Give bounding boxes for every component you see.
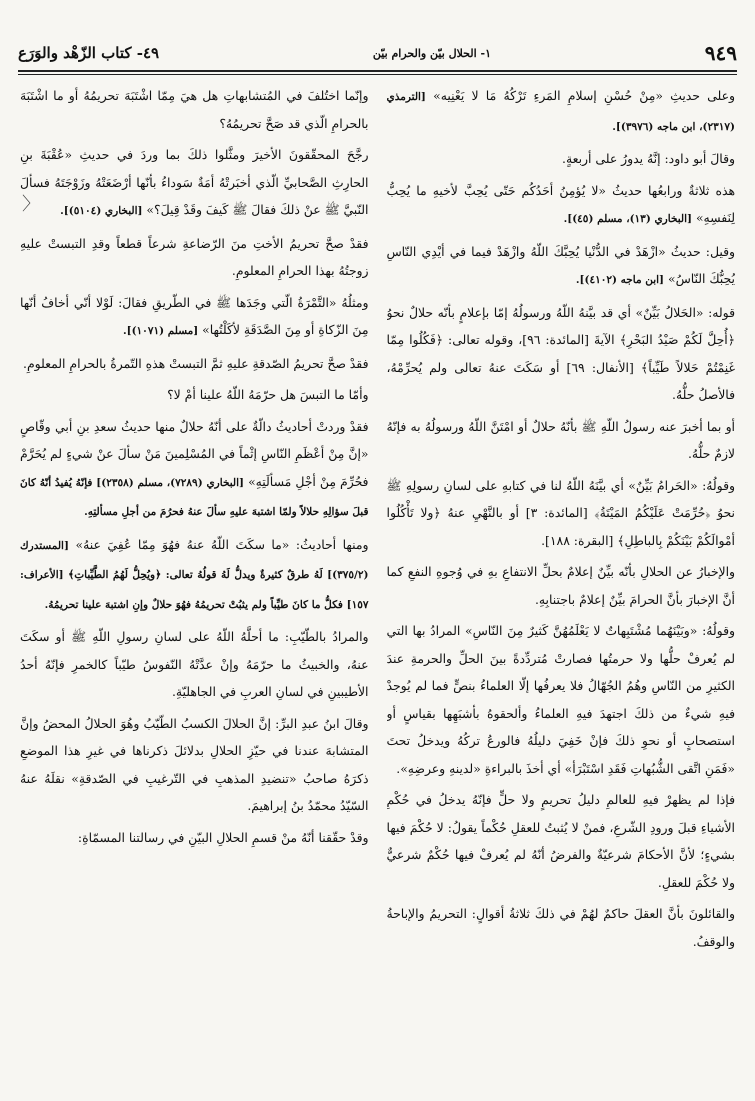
paragraph-text: والقائلونَ بأنَّ العقلَ حاكمٌ لهُمْ في ذلكَ ثلاثةُ أقوالٍ: التحريمُ والإباحةُ والوقفُ. [386,906,735,949]
paragraph [20,230,369,285]
citation: [ابن ماجه (٤١٠٢)]. [575,274,665,286]
paragraph-text: وقولُهُ: «الحَرامُ بَيِّنٌ» أي بيَّنَهُ اللّهُ لنا في كتابهِ على لسانِ رسولِهِ ﷺ نحوُ ﴿حُرِّمَتْ عَلَيْكُمُ المَيْتَةُ﴾ [المائدة: ٣] أو بالنَّهْيِ عنهُ ﴿ولا تَأْكُلُوا أمْوالَكُمْ بَيْنَكُمْ بِالباطِلِ﴾ [البقرة: ١٨٨]. [386,477,735,548]
citation: [مسلم (١٠٧١)]. [122,325,199,337]
paragraph [20,413,369,527]
paragraph [20,824,369,852]
page-header [18,36,737,72]
citation: [الترمذي (٢٣١٧)، ابن ماجه (٣٩٧٦)]. [386,91,735,133]
paragraph [387,472,736,555]
margin-mark: 〈 [22,194,40,215]
paragraph [387,558,736,613]
paragraph [387,177,736,234]
paragraph-text: فقدْ صحَّ تحريمُ الصّدقةِ عليهِ ثمَّ التبستْ هذهِ التّمرةُ بالحرامِ المعلومِ. [23,355,369,371]
paragraph [20,710,369,820]
paragraph-text: وقولُهُ: «وبَيْنَهُما مُشْتَبِهاتٌ لا يَعْلَمُهُنَّ كَثيرٌ مِنَ النّاسِ» المرادُ بها التي لم يُعرفْ حلُّها ولا حرمتُها فصارتْ مُتردِّدةً بينَ الحلِّ والحرمةِ عندَ الكثيرِ من النّاسِ وهُمُ الجُهّالُ فلا يعرفُها إلّا العلماءُ بنصٍّ فما لم يُوجدْ فيهِ شيءٌ من ذلكَ اجتهدَ فيهِ العلماءُ وألحقوهُ بأشبَهِها بقياسٍ أو استصحابٍ أو نحوِ ذلكَ فإنْ خَفِيَ دليلُهُ فالورعُ تركُهُ ويدخلُ تحتَ «فَمَنِ اتَّقى الشُّبُهاتِ فَقَدِ اسْتَبْرَأ» أي أخذَ بالبراءةِ «لدينهِ وعرضِهِ». [386,623,735,776]
paragraph-text: فقدْ وردتْ أحاديثُ دالّةٌ على أنّهُ حلالٌ منها حديثُ سعدِ بنِ أبي وقّاصٍ «إنَّ مِنْ أعْظَمِ النّاسِ إثْماً في المُسْلِمينَ مَنْ سألَ عنْ شيءٍ لم يُحَرَّمْ فحُرِّمَ مِنْ أجْلِ مَسألَتِهِ» [20,418,369,489]
paragraph-text: قوله: «الحَلالُ بَيِّنٌ» أي قد بيَّنهُ اللّهُ ورسولُهُ إمّا بإعلامٍ بأنّه حلالٌ نحوُ ﴿أُحِلَّ لَكُمْ صَيْدُ البَحْرِ﴾ الآيةَ [المائدة: ٩٦]، وقوله تعالى: ﴿فَكُلُوا مِمّا غَنِمْتُمْ حَلالاً طَيِّباً﴾ [الأنفال: ٦٩] أو سَكَتَ عنهُ تعالى ولم يُحرِّمْهُ، فالأصلُ حلُّهُ. [386,304,735,402]
citation: [البخاري (٧٢٨٩)، مسلم (٢٣٥٨)] فإنّهُ يُفيدُ أنّهُ كانَ قبلَ سؤالِهِ حلالاً ولمّا اشتبهَ عليهِ سألَ عنهُ فحرُمَ من أجلِ مسألتِهِ. [20,476,369,518]
page-number: ٩٤٩ [704,41,737,65]
paragraph [20,289,369,346]
paragraph-text: ومنها أحاديثُ: «ما سكَتَ اللّهُ عنهُ فهُوَ مِمّا عُفِيَ عنهُ» [75,536,369,552]
paragraph-text: وإنّما اختُلفَ في المُتشابهاتِ هل هيَ مِمّا اشْتَبَهَ تحريمُهُ أو ما اشْتَبَهَ بالحرامِ الّذي قد صَحَّ تحريمُهُ؟ [20,88,369,131]
paragraph [387,145,736,173]
citation: [المستدرك (٣٧٥/٢)] لَهُ طرقٌ كثيرةٌ ويدلُّ لَهُ قولُهُ تعالى: ﴿ويُحِلُّ لَهُمُ الطَّيِّباتِ﴾ [الأعراف: ١٥٧] فكلُّ ما كانَ طيِّباً ولم يثبُتْ تحريمُهُ فهُوَ حلالٌ وإنِ اشتبهَ علينا تحريمُهُ. [20,539,369,611]
left-column [20,82,369,1081]
paragraph-text: أو بما أخبرَ عنه رسولُ اللّهِ ﷺ بأنّهُ حلالٌ أو امْتَنَّ اللّهُ ورسولُهُ به فإنّهُ لازمٌ حلُّهُ. [386,418,735,461]
paragraph [20,381,369,409]
right-column [387,82,736,1081]
citation: [البخاري (١٣)، مسلم (٤٥)]. [563,213,692,225]
paragraph-text: هذه ثلاثةٌ ورابعُها حديثُ «لا يُؤمِنُ أحَدُكُم حَتّى يُحِبَّ لأخيهِ ما يُحِبُّ لِنَفسِهِ» [386,182,735,225]
paragraph [20,623,369,706]
text-columns [20,82,735,1081]
paragraph-text: وقالَ ابنُ عبدِ البرِّ: إنَّ الحلالَ الكسبُ الطّيّبُ وهُوَ الحلالُ المحضُ وإنَّ المتشابهَ عندنا في حيّزِ الحلالِ بدلائلَ ذكرناها في غيرِ هذا الموضعِ ذكرَهُ صاحبُ «تنضيدِ المذهبِ في التّرغيبِ في الصّدقةِ» نقلَهُ عنهُ السّيّدُ محمّدُ بنُ إبراهيمَ. [20,715,369,813]
paragraph [20,350,369,378]
paragraph-text: ومثلُهُ «التَّمْرَةُ الّتي وجَدَها ﷺ في الطّريقِ فقالَ: لَوْلا أنّي أخافُ أنّها مِنَ الزّكاةِ أو مِنَ الصَّدَقَةِ لأكَلْتُها» [20,294,369,337]
paragraph-text: والإخبارُ عن الحلالِ بأنّه بيِّنٌ إعلامٌ بحلِّ الانتفاعِ بهِ في وُجوهِ النفعِ كما أنَّ الإخبارَ بأنَّ الحرامَ بيِّنٌ إعلامٌ باجتنابِهِ. [386,564,735,607]
paragraph [387,413,736,468]
paragraph-text: والمرادُ بالطّيّبِ: ما أحلَّهُ اللّهُ على لسانِ رسولِ اللّهِ ﷺ أو سكَتَ عنهُ، والخبيثُ ما حرّمَهُ وإنْ عدَّتْهُ النّفوسُ طيّباً كالخمرِ فإنّهُ أحدُ الأطيبينِ في لسانِ العربِ في الجاهليّةِ. [20,629,369,699]
paragraph-text: وقالَ أبو داود: إنَّهُ يدورُ على أربعةٍ. [562,151,735,166]
paragraph-text: رجَّحَ المحقّقونَ الأخيرَ ومثَّلوا ذلكَ بما وردَ في حديثِ «عُقْبَةَ بنِ الحارِثِ الصَّحابيِّ الّذي أخبَرتْهُ أمَةٌ سَوداءُ بأنّها أرْضَعَتْهُ وزَوْجَتَهُ فسألَ النّبيَّ ﷺ عنْ ذلكَ فقالَ ﷺ كَيفَ وقَدْ قِيلَ؟» [20,147,369,217]
running-title: ١- الحلال بيّن والحرام بيّن [372,46,492,60]
paragraph-text: وأمّا ما التبسَ هل حرّمَهُ اللّهُ علينا أمْ لا؟ [167,387,369,402]
paragraph-text: فإذا لم يظهرْ فيهِ للعالمِ دليلُ تحريمٍ ولا حلٍّ فإنّهُ يدخلُ في حُكْمِ الأشياءِ قبلَ ورودِ الشّرعِ، فمنْ لا يُثبتُ للعقلِ حُكْماً يقولُ: لا حُكْمَ فيها بشيءٍ؛ لأنَّ الأحكامَ شرعيّةٌ والفرضُ أنّهُ لم يُعرفْ فيها حُكْمٌ شرعيٌّ ولا حُكْمَ للعقلِ. [386,792,735,890]
paragraph [387,617,736,782]
paragraph [387,900,736,955]
paragraph-text: وقدْ حقّقنا أنّهُ منْ قسمِ الحلالِ البيّنِ في رسالتنا المسمّاةِ: [77,829,369,845]
paragraph [387,299,736,409]
book-title: ٤٩- كتاب الزّهْد والوَرَع [18,44,160,62]
paragraph-text: وقيل: حديثُ «ازْهَدْ في الدُّنْيا يُحِبَّكَ اللّهُ وازْهَدْ فيما في أيْدِي النّاسِ يُحِبُّكَ النّاسُ» [386,243,735,286]
paragraph-text: وعلى حديثِ «مِنْ حُسْنِ إسلامِ المَرءِ تَرْكُهُ مَا لا يَعْنِيه» [433,88,735,103]
paragraph [20,141,369,226]
paragraph [20,82,369,137]
paragraph-text: فقدْ صحَّ تحريمُ الأختِ منَ الرّضاعةِ شرعاً قطعاً وقدِ التبستْ عليهِ زوجتُهُ بهذا الحرامِ المعلومِ. [20,235,369,278]
paragraph [387,82,736,141]
paragraph [387,786,736,896]
paragraph [387,238,736,295]
citation: [البخاري (٥١٠٤)]. [60,205,143,217]
paragraph [20,531,369,620]
